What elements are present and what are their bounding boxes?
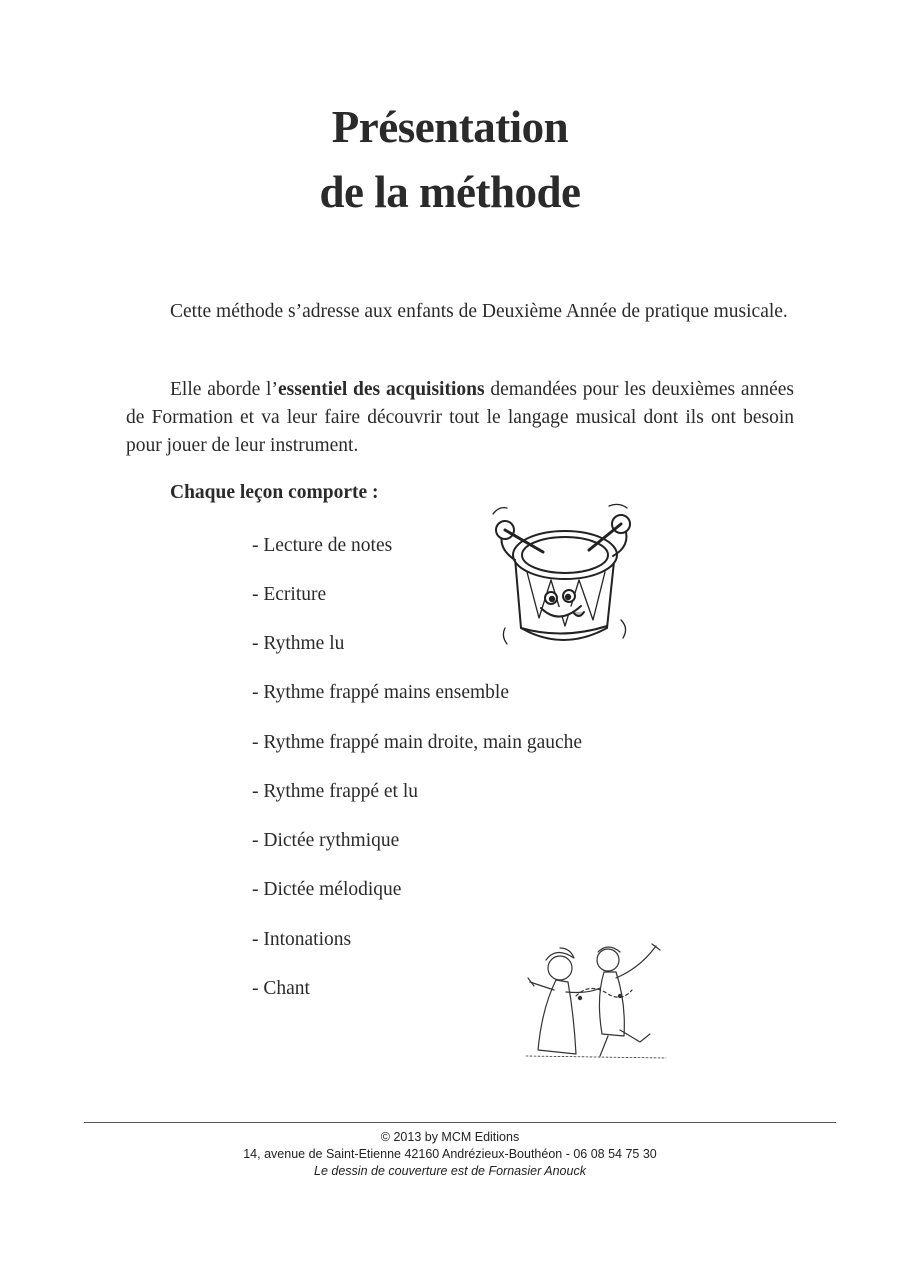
list-item: - Rythme frappé mains ensemble [252,682,509,703]
intro-paragraph-2-emphasis: essentiel des acquisitions [277,379,485,400]
list-item: - Dictée mélodique [252,879,402,900]
list-item: - Ecriture [252,584,327,605]
intro-paragraph-2 [126,376,794,460]
footer-credit: Le dessin de couverture est de Fornasier Anouck [314,1164,586,1178]
list-item: - Intonations [252,929,352,950]
list-item: - Dictée rythmique [252,830,400,851]
footer-divider [84,1122,836,1123]
dancers-illustration [516,938,682,1062]
intro-paragraph-2-rest: demandées pour les deuxièmes années de Formation et va leur faire découvrir tout le langage musical dont ils ont besoin pour jouer de leur instrument. [126,379,794,456]
intro-paragraph-1-text: Cette méthode s’adresse aux enfants de Deuxième Année de pratique musicale. [170,301,788,322]
footer-copyright: © 2013 by MCM Editions [380,1130,520,1144]
intro-paragraph-1 [126,298,794,326]
intro-paragraph-2-lead: Elle aborde l’ [170,379,278,400]
drum-illustration [485,500,640,652]
list-item: - Rythme frappé et lu [252,781,418,802]
footer-address: 14, avenue de Saint-Etienne 42160 Andrézieux-Bouthéon - 06 08 54 75 30 [243,1147,657,1161]
list-item: - Chant [252,978,310,999]
list-item: - Lecture de notes [252,535,393,556]
lesson-heading: Chaque leçon comporte : [170,482,379,503]
page-title-line-2: de la méthode [319,167,581,217]
page-title-line-1: Présentation [331,102,569,152]
list-item: - Rythme lu [252,633,345,654]
list-item: - Rythme frappé main droite, main gauche [252,732,583,753]
